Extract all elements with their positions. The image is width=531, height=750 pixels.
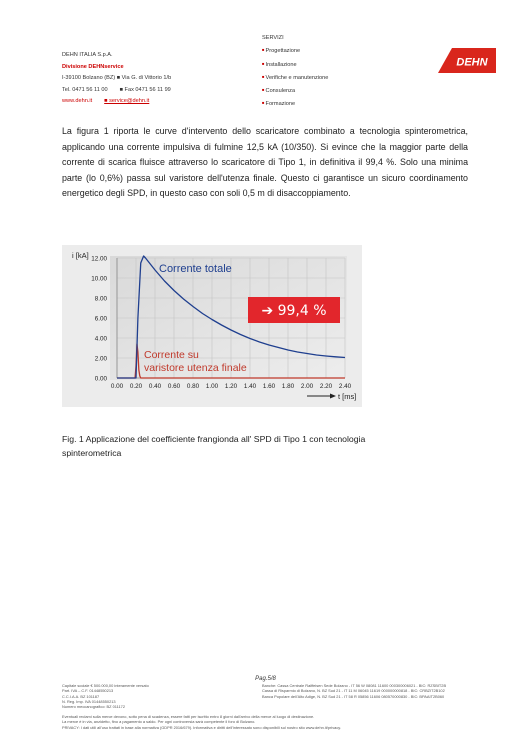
logo-text: DEHN xyxy=(456,56,488,69)
division-name: Divisione DEHNservice xyxy=(62,63,124,70)
x-tick-label: 1.60 xyxy=(262,383,276,390)
footer-line: Banche: Cassa Centrale Raiffeisen Sede Bolzano - IT 56 W 08081 11600 000300006021 - BIC: RZSBIT2B xyxy=(262,683,447,688)
service-item: ■ Consulenza xyxy=(262,84,328,97)
phone-number: Tel. 0471 56 11 00 xyxy=(62,86,108,93)
y-tick-label: 2.00 xyxy=(94,355,107,363)
email-link[interactable]: ■ service@dehn.it xyxy=(104,98,150,104)
x-axis-label: t [ms] xyxy=(338,392,357,401)
service-item: ■ Verifiche e manutenzione xyxy=(262,71,328,84)
fax-number: ■ Fax 0471 56 11 99 xyxy=(119,86,171,93)
x-tick-label: 2.20 xyxy=(319,383,333,390)
footer-legal-bottom xyxy=(62,714,512,730)
x-tick-label: 0.40 xyxy=(148,383,162,390)
company-address: I-39100 Bolzano (BZ) ■ Via G. di Vittorio 1/b xyxy=(62,75,172,81)
service-item: ■ Installazione xyxy=(262,58,328,71)
footer-line: Capitale sociale € 500.000,00 interamente versato xyxy=(62,683,149,688)
footer-line: Numero meccanografico: BZ 011172 xyxy=(62,704,126,710)
page-number: Pag.5/8 xyxy=(255,676,276,682)
caption-line-2: spinterometrica xyxy=(62,448,122,458)
x-tick-label: 1.20 xyxy=(224,383,238,390)
x-tick-label: 0.60 xyxy=(167,383,181,390)
percent-box-text: ➔ 99,4 % xyxy=(261,303,327,319)
varistor-label-line2: varistore utenza finale xyxy=(144,362,247,374)
x-tick-label: 1.80 xyxy=(281,383,295,390)
total-current-label: Corrente totale xyxy=(159,263,232,275)
footer-legal-left xyxy=(62,683,252,709)
contact-phones xyxy=(62,85,171,97)
varistor-label-line1: Corrente su xyxy=(144,349,199,361)
footer-line: PRIVACY: I dati utili all'uso trattati in base alla normativa (GDPR 2016/679). Informativa e diritti dell'interessato sono disponibili sul nostro sito www.dehn.it/privacy. xyxy=(62,724,342,730)
y-axis-label: i [kA] xyxy=(72,251,89,260)
footer-line: Eventuali reclami sulla merce devono, sotto pena di scadenza, essere fatti per iscritto entro 8 giorni dall'arrivo della merce al luogo di destinazione. xyxy=(62,714,315,719)
body-paragraph: La figura 1 riporta le curve d'intervento dello scaricatore combinato a tecnologia spinterometrica, applicando una corrente impulsiva di fulmine 12,5 kA (10/350). Si evince che la maggior parte della corrente di scarica fluisce attraverso lo scaricatore di Tipo 1, in definitiva il 99,4 %. Solo una minima parte (lo 0,6%) passa sul varistore dell'utenza finale. Questo ci garantisce un sicuro coordinamento energetico degli SPD, in questo caso con soli 0,5 m di disaccoppiamento. xyxy=(62,126,468,199)
footer-line: Banca Popolare dell'Alto Adige, N. BZ Sud 21 - IT 58 R 05856 11606 080570000830 - BIC: BPAAIT2B060 xyxy=(262,693,445,699)
current-chart xyxy=(62,245,362,407)
x-tick-label: 0.00 xyxy=(110,383,124,390)
footer-line: La merce è in via, anzidetto, fino a pagamento a saldo. Per ogni controversia sarà competente il foro di Bolzano. xyxy=(62,719,256,725)
y-tick-label: 12.00 xyxy=(91,255,107,263)
y-tick-label: 10.00 xyxy=(91,275,107,283)
service-item: ■ Formazione xyxy=(262,97,328,110)
footer-line: Part. IVA – C.F. 01448550213 xyxy=(62,688,114,694)
x-tick-label: 1.40 xyxy=(243,383,257,390)
figure-caption xyxy=(62,432,442,460)
x-tick-label: 0.80 xyxy=(186,383,200,390)
x-tick-label: 1.00 xyxy=(205,383,219,390)
footer-bank-info xyxy=(262,683,512,699)
services-list xyxy=(262,33,328,111)
footer-line: C.C.I.A.A. BZ 101187 xyxy=(62,693,100,699)
contact-web xyxy=(62,96,171,108)
company-info xyxy=(62,50,171,108)
caption-line-1: Fig. 1 Applicazione del coefficiente frangionda all' SPD di Tipo 1 con tecnologia xyxy=(62,434,366,444)
x-tick-label: 0.20 xyxy=(129,383,143,390)
website-link[interactable]: www.dehn.it xyxy=(62,98,93,104)
footer-line: Cassa di Risparmio di Bolzano, N. BZ Sud 21 - IT 11 M 06045 11619 000000000818 - BIC: CRBZIT2B102 xyxy=(262,688,445,694)
y-tick-label: 0.00 xyxy=(94,375,107,383)
x-tick-label: 2.00 xyxy=(300,383,314,390)
x-tick-label: 2.40 xyxy=(338,383,352,390)
footer-line: N. Reg. Imp. IVA 01448550213 xyxy=(62,698,116,704)
y-tick-label: 6.00 xyxy=(94,315,107,323)
y-tick-label: 4.00 xyxy=(94,335,107,343)
service-item: ■ Progettazione xyxy=(262,44,328,57)
dehn-logo xyxy=(438,46,496,75)
y-tick-label: 8.00 xyxy=(94,295,107,303)
company-name: DEHN ITALIA S.p.A. xyxy=(62,52,113,58)
services-title: SERVIZI xyxy=(262,35,284,41)
